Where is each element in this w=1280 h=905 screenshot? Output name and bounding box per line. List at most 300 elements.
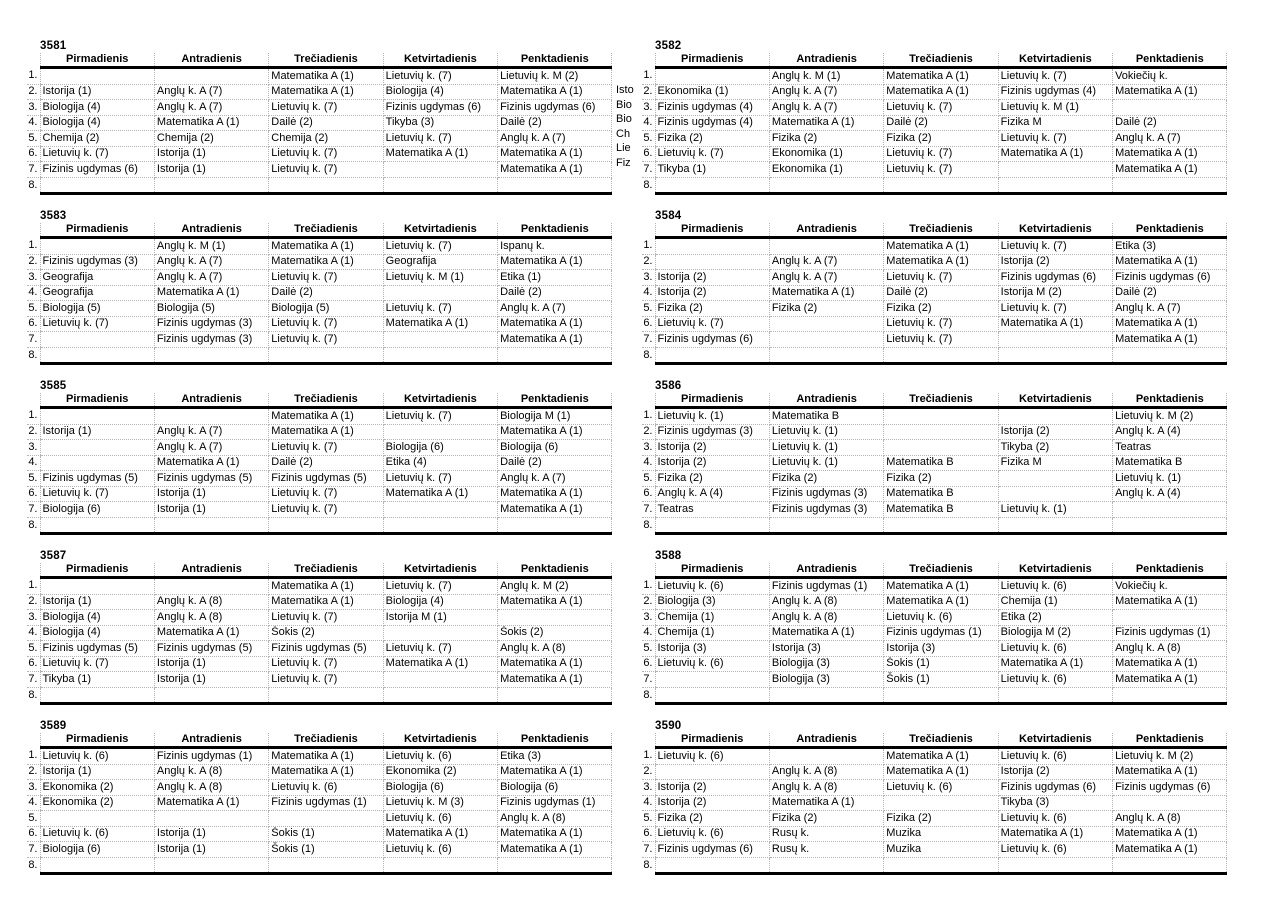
lesson-cell: Lietuvių k. (7) — [655, 146, 769, 162]
lesson-cell — [769, 857, 883, 874]
timetable-table — [642, 733, 1227, 875]
lesson-cell: Anglų k. A (7) — [154, 424, 268, 440]
lesson-cell: Tikyba (3) — [998, 795, 1112, 811]
table-row — [642, 162, 1227, 178]
row-number: 7. — [642, 332, 655, 348]
day-header: Pirmadienis — [655, 563, 769, 578]
table-row — [27, 285, 612, 301]
clipped-fragment: Lie — [616, 142, 631, 154]
lesson-cell: Lietuvių k. (6) — [383, 842, 497, 858]
lesson-cell: Etika (2) — [998, 610, 1112, 626]
lesson-cell: Fizinis ugdymas (1) — [154, 748, 268, 765]
lesson-cell: Anglų k. A (8) — [154, 764, 268, 780]
table-row — [27, 455, 612, 471]
lesson-cell: Fizika (2) — [769, 471, 883, 487]
row-number: 7. — [27, 502, 40, 518]
lesson-cell: Matematika A (1) — [269, 408, 383, 425]
timetable-block-3590 — [642, 720, 1228, 875]
class-number: 3589 — [40, 720, 67, 732]
lesson-cell: Etika (4) — [383, 455, 497, 471]
table-row — [27, 625, 612, 641]
lesson-cell: Dailė (2) — [884, 285, 998, 301]
table-row — [642, 471, 1227, 487]
lesson-cell — [1113, 100, 1227, 116]
day-header: Trečiadienis — [884, 733, 998, 748]
lesson-cell: Istorija (3) — [655, 641, 769, 657]
lesson-cell — [269, 177, 383, 194]
lesson-cell: Biologija (4) — [383, 84, 497, 100]
lesson-cell: Biologija (3) — [769, 672, 883, 688]
class-number: 3585 — [40, 380, 67, 392]
row-number-header — [642, 563, 655, 578]
lesson-cell: Anglų k. A (7) — [498, 301, 612, 317]
row-number: 6. — [642, 316, 655, 332]
timetable-table — [27, 733, 612, 875]
lesson-cell — [769, 687, 883, 704]
lesson-cell — [1113, 857, 1227, 874]
lesson-cell: Šokis (1) — [884, 672, 998, 688]
table-row — [27, 440, 612, 456]
lesson-cell: Anglų k. A (7) — [154, 84, 268, 100]
lesson-cell: Biologija (6) — [498, 440, 612, 456]
lesson-cell: Biologija (4) — [40, 625, 154, 641]
day-header: Penktadienis — [498, 393, 612, 408]
row-number: 1. — [642, 578, 655, 595]
lesson-cell: Lietuvių k. (7) — [383, 68, 497, 85]
lesson-cell: Lietuvių k. (6) — [998, 811, 1112, 827]
lesson-cell: Matematika A (1) — [498, 486, 612, 502]
row-number: 3. — [642, 270, 655, 286]
table-row — [27, 594, 612, 610]
class-number: 3583 — [40, 210, 67, 222]
row-number: 8. — [643, 858, 653, 871]
table-row — [27, 347, 612, 364]
lesson-cell — [998, 486, 1112, 502]
lesson-cell: Matematika A (1) — [769, 795, 883, 811]
lesson-cell: Matematika A (1) — [154, 285, 268, 301]
lesson-cell — [154, 811, 268, 827]
table-row — [642, 440, 1227, 456]
day-header: Penktadienis — [498, 53, 612, 68]
row-number: 3. — [642, 780, 655, 796]
row-number: 2. — [27, 764, 40, 780]
lesson-cell: Anglų k. A (7) — [154, 100, 268, 116]
lesson-cell — [40, 578, 154, 595]
row-number-header — [27, 733, 40, 748]
lesson-cell: Fizika (2) — [655, 131, 769, 147]
day-header: Antradienis — [769, 733, 883, 748]
day-header: Ketvirtadienis — [383, 563, 497, 578]
lesson-cell: Chemija (1) — [655, 625, 769, 641]
lesson-cell: Biologija (6) — [383, 780, 497, 796]
lesson-cell: Lietuvių k. (7) — [383, 131, 497, 147]
lesson-cell: Matematika A (1) — [998, 656, 1112, 672]
lesson-cell: Istorija (3) — [769, 641, 883, 657]
lesson-cell — [1113, 610, 1227, 626]
lesson-cell: Lietuvių k. (7) — [269, 610, 383, 626]
table-row — [27, 238, 612, 255]
row-number: 6. — [27, 146, 40, 162]
row-number: 8. — [643, 518, 653, 531]
lesson-cell — [998, 408, 1112, 425]
lesson-cell: Ekonomika (2) — [40, 780, 154, 796]
lesson-cell — [40, 857, 154, 874]
table-row — [27, 301, 612, 317]
lesson-cell: Biologija (4) — [40, 100, 154, 116]
table-row — [642, 764, 1227, 780]
table-row — [27, 687, 612, 704]
row-number: 2. — [27, 84, 40, 100]
timetable-table — [642, 563, 1227, 705]
lesson-cell: Dailė (2) — [1113, 115, 1227, 131]
lesson-cell: Lietuvių k. M (2) — [1113, 748, 1227, 765]
lesson-cell: Istorija (1) — [154, 502, 268, 518]
table-row — [27, 842, 612, 858]
table-row — [27, 316, 612, 332]
lesson-cell: Biologija (6) — [40, 502, 154, 518]
lesson-cell: Fizinis ugdymas (6) — [655, 332, 769, 348]
lesson-cell — [383, 332, 497, 348]
lesson-cell: Lietuvių k. (7) — [998, 238, 1112, 255]
class-number: 3590 — [655, 720, 682, 732]
lesson-cell: Šokis (1) — [884, 656, 998, 672]
table-row — [642, 857, 1227, 874]
lesson-cell: Matematika A (1) — [383, 316, 497, 332]
lesson-cell: Biologija (4) — [40, 610, 154, 626]
lesson-cell — [383, 424, 497, 440]
day-header: Trečiadienis — [269, 733, 383, 748]
lesson-cell: Fizinis ugdymas (5) — [154, 471, 268, 487]
table-row — [27, 131, 612, 147]
lesson-cell: Lietuvių k. (7) — [269, 502, 383, 518]
day-header: Antradienis — [154, 733, 268, 748]
lesson-cell: Fizinis ugdymas (6) — [1113, 780, 1227, 796]
row-number: 8. — [643, 688, 653, 701]
lesson-cell: Istorija (3) — [884, 641, 998, 657]
day-header: Ketvirtadienis — [998, 393, 1112, 408]
lesson-cell: Rusų k. — [769, 842, 883, 858]
row-number: 7. — [27, 672, 40, 688]
lesson-cell: Fizika (2) — [884, 471, 998, 487]
table-row — [27, 254, 612, 270]
lesson-cell: Lietuvių k. (7) — [40, 656, 154, 672]
lesson-cell: Anglų k. A (7) — [154, 440, 268, 456]
lesson-cell: Istorija (2) — [655, 270, 769, 286]
timetable-block-3585 — [27, 380, 613, 535]
day-header: Ketvirtadienis — [998, 733, 1112, 748]
lesson-cell: Matematika A (1) — [1113, 764, 1227, 780]
timetable-block-3588 — [642, 550, 1228, 705]
lesson-cell — [383, 502, 497, 518]
lesson-cell: Matematika A (1) — [1113, 316, 1227, 332]
lesson-cell: Anglų k. A (8) — [498, 811, 612, 827]
row-number: 4. — [27, 625, 40, 641]
timetable-table — [27, 223, 612, 365]
lesson-cell — [998, 347, 1112, 364]
clipped-fragment: Ch — [616, 127, 631, 140]
lesson-cell — [655, 672, 769, 688]
row-number: 5. — [27, 471, 40, 487]
lesson-cell: Matematika A (1) — [498, 424, 612, 440]
row-number: 6. — [642, 146, 655, 162]
table-row — [642, 795, 1227, 811]
table-row — [642, 842, 1227, 858]
table-row — [27, 748, 612, 765]
lesson-cell: Matematika A (1) — [269, 748, 383, 765]
lesson-cell: Anglų k. A (8) — [769, 764, 883, 780]
lesson-cell: Lietuvių k. (7) — [383, 408, 497, 425]
row-number: 4. — [642, 625, 655, 641]
lesson-cell: Fizinis ugdymas (5) — [269, 641, 383, 657]
day-header: Ketvirtadienis — [998, 563, 1112, 578]
day-header: Penktadienis — [1113, 733, 1227, 748]
lesson-cell: Dailė (2) — [498, 285, 612, 301]
lesson-cell — [655, 254, 769, 270]
lesson-cell: Fizinis ugdymas (5) — [40, 471, 154, 487]
lesson-cell: Lietuvių k. (7) — [383, 578, 497, 595]
table-row — [642, 285, 1227, 301]
row-number-header — [27, 563, 40, 578]
lesson-cell — [655, 764, 769, 780]
lesson-cell: Fizika (2) — [655, 811, 769, 827]
lesson-cell — [154, 177, 268, 194]
lesson-cell — [269, 687, 383, 704]
class-number: 3581 — [40, 40, 67, 52]
day-header: Trečiadienis — [269, 223, 383, 238]
day-header: Ketvirtadienis — [998, 53, 1112, 68]
lesson-cell: Biologija (6) — [40, 842, 154, 858]
lesson-cell: Dailė (2) — [269, 455, 383, 471]
lesson-cell: Lietuvių k. M (1) — [383, 270, 497, 286]
table-row — [642, 238, 1227, 255]
lesson-cell — [1113, 177, 1227, 194]
lesson-cell: Fizinis ugdymas (6) — [498, 100, 612, 116]
lesson-cell: Fizinis ugdymas (1) — [498, 795, 612, 811]
table-row — [27, 857, 612, 874]
day-header: Penktadienis — [1113, 223, 1227, 238]
lesson-cell — [884, 795, 998, 811]
lesson-cell: Matematika A (1) — [769, 625, 883, 641]
table-row — [27, 486, 612, 502]
lesson-cell: Fizinis ugdymas (1) — [1113, 625, 1227, 641]
lesson-cell: Istorija (2) — [655, 780, 769, 796]
lesson-cell: Matematika A (1) — [1113, 146, 1227, 162]
lesson-cell: Lietuvių k. (7) — [884, 332, 998, 348]
lesson-cell: Lietuvių k. (6) — [383, 811, 497, 827]
row-number: 1. — [27, 68, 40, 85]
lesson-cell: Biologija (5) — [269, 301, 383, 317]
lesson-cell: Matematika A (1) — [1113, 656, 1227, 672]
lesson-cell — [383, 162, 497, 178]
lesson-cell: Istorija (2) — [655, 795, 769, 811]
row-number: 3. — [27, 270, 40, 286]
lesson-cell — [998, 162, 1112, 178]
day-header: Ketvirtadienis — [998, 223, 1112, 238]
timetable-block-3589 — [27, 720, 613, 875]
timetable-table — [642, 53, 1227, 195]
lesson-cell: Istorija (1) — [154, 162, 268, 178]
lesson-cell — [884, 408, 998, 425]
day-header: Pirmadienis — [40, 393, 154, 408]
lesson-cell: Matematika A (1) — [884, 254, 998, 270]
table-row — [27, 68, 612, 85]
table-row — [642, 641, 1227, 657]
table-row — [27, 764, 612, 780]
lesson-cell: Lietuvių k. (7) — [269, 100, 383, 116]
lesson-cell — [884, 517, 998, 534]
timetable-table — [642, 223, 1227, 365]
lesson-cell: Chemija (2) — [40, 131, 154, 147]
lesson-cell: Lietuvių k. M (1) — [998, 100, 1112, 116]
lesson-cell: Lietuvių k. (7) — [998, 68, 1112, 85]
lesson-cell — [154, 578, 268, 595]
lesson-cell: Anglų k. A (7) — [154, 270, 268, 286]
table-row — [642, 332, 1227, 348]
day-header: Antradienis — [769, 223, 883, 238]
day-header: Antradienis — [154, 53, 268, 68]
lesson-cell: Matematika A (1) — [154, 115, 268, 131]
lesson-cell: Fizika (2) — [655, 471, 769, 487]
lesson-cell: Fizinis ugdymas (6) — [1113, 270, 1227, 286]
day-header: Antradienis — [769, 53, 883, 68]
lesson-cell: Istorija (2) — [655, 285, 769, 301]
table-row — [642, 254, 1227, 270]
lesson-cell: Anglų k. A (4) — [1113, 424, 1227, 440]
lesson-cell: Matematika A (1) — [884, 594, 998, 610]
row-number: 3. — [27, 780, 40, 796]
table-row — [27, 826, 612, 842]
lesson-cell: Lietuvių k. (6) — [998, 641, 1112, 657]
lesson-cell: Lietuvių k. (7) — [998, 131, 1112, 147]
day-header: Trečiadienis — [884, 53, 998, 68]
table-row — [27, 578, 612, 595]
table-row — [642, 625, 1227, 641]
lesson-cell: Ekonomika (2) — [383, 764, 497, 780]
lesson-cell — [154, 517, 268, 534]
table-row — [642, 424, 1227, 440]
lesson-cell: Fizika (2) — [884, 811, 998, 827]
lesson-cell: Lietuvių k. (7) — [383, 301, 497, 317]
lesson-cell: Lietuvių k. (6) — [998, 672, 1112, 688]
lesson-cell: Matematika A (1) — [1113, 254, 1227, 270]
day-header: Antradienis — [154, 223, 268, 238]
day-header: Antradienis — [154, 393, 268, 408]
lesson-cell — [498, 857, 612, 874]
lesson-cell — [1113, 687, 1227, 704]
row-number: 5. — [642, 301, 655, 317]
lesson-cell: Lietuvių k. (6) — [40, 748, 154, 765]
lesson-cell — [154, 408, 268, 425]
table-row — [27, 517, 612, 534]
lesson-cell: Anglų k. A (8) — [154, 610, 268, 626]
lesson-cell: Lietuvių k. (7) — [998, 301, 1112, 317]
lesson-cell — [884, 857, 998, 874]
lesson-cell: Biologija (6) — [498, 780, 612, 796]
lesson-cell — [40, 177, 154, 194]
lesson-cell: Matematika A (1) — [269, 594, 383, 610]
table-row — [27, 177, 612, 194]
day-header: Pirmadienis — [40, 563, 154, 578]
lesson-cell: Biologija (6) — [383, 440, 497, 456]
lesson-cell: Lietuvių k. (7) — [884, 162, 998, 178]
lesson-cell: Fizinis ugdymas (3) — [769, 486, 883, 502]
row-number: 8. — [28, 858, 38, 871]
lesson-cell: Matematika A (1) — [498, 672, 612, 688]
row-number-header — [27, 53, 40, 68]
table-row — [642, 486, 1227, 502]
timetable-table — [27, 563, 612, 705]
table-row — [642, 347, 1227, 364]
row-number: 2. — [642, 764, 655, 780]
row-number: 2. — [27, 594, 40, 610]
day-header: Ketvirtadienis — [383, 223, 497, 238]
table-row — [27, 795, 612, 811]
lesson-cell — [769, 347, 883, 364]
lesson-cell — [269, 857, 383, 874]
row-number: 5. — [27, 301, 40, 317]
lesson-cell: Lietuvių k. (7) — [40, 146, 154, 162]
lesson-cell: Istorija (2) — [998, 254, 1112, 270]
lesson-cell: Lietuvių k. (1) — [1113, 471, 1227, 487]
lesson-cell: Rusų k. — [769, 826, 883, 842]
lesson-cell: Dailė (2) — [1113, 285, 1227, 301]
row-number: 3. — [642, 100, 655, 116]
lesson-cell — [655, 177, 769, 194]
lesson-cell: Fizinis ugdymas (3) — [154, 332, 268, 348]
lesson-cell: Istorija M (2) — [998, 285, 1112, 301]
lesson-cell: Fizika (2) — [884, 131, 998, 147]
lesson-cell — [498, 347, 612, 364]
lesson-cell — [269, 347, 383, 364]
lesson-cell: Matematika A (1) — [498, 146, 612, 162]
table-row — [642, 672, 1227, 688]
table-row — [642, 408, 1227, 425]
row-number-header — [27, 223, 40, 238]
lesson-cell: Dailė (2) — [498, 115, 612, 131]
day-header: Pirmadienis — [655, 223, 769, 238]
table-row — [642, 748, 1227, 765]
lesson-cell: Matematika A (1) — [1113, 594, 1227, 610]
lesson-cell — [498, 687, 612, 704]
clipped-fragment: Bio — [616, 98, 632, 111]
lesson-cell — [655, 687, 769, 704]
row-number: 2. — [27, 424, 40, 440]
lesson-cell: Fizinis ugdymas (6) — [998, 270, 1112, 286]
lesson-cell: Fizinis ugdymas (3) — [40, 254, 154, 270]
day-header: Trečiadienis — [269, 563, 383, 578]
row-number: 2. — [642, 424, 655, 440]
day-header: Penktadienis — [498, 563, 612, 578]
lesson-cell: Dailė (2) — [498, 455, 612, 471]
lesson-cell: Fizinis ugdymas (3) — [154, 316, 268, 332]
lesson-cell: Matematika A (1) — [154, 795, 268, 811]
lesson-cell: Matematika A (1) — [269, 578, 383, 595]
lesson-cell: Istorija (1) — [154, 486, 268, 502]
table-row — [27, 656, 612, 672]
lesson-cell: Lietuvių k. M (3) — [383, 795, 497, 811]
table-row — [642, 594, 1227, 610]
table-row — [642, 177, 1227, 194]
row-number: 4. — [27, 455, 40, 471]
lesson-cell: Lietuvių k. (6) — [269, 780, 383, 796]
lesson-cell — [40, 347, 154, 364]
lesson-cell: Matematika B — [884, 502, 998, 518]
row-number: 3. — [27, 440, 40, 456]
table-row — [27, 408, 612, 425]
lesson-cell: Anglų k. A (7) — [498, 471, 612, 487]
lesson-cell: Dailė (2) — [269, 115, 383, 131]
lesson-cell — [655, 347, 769, 364]
